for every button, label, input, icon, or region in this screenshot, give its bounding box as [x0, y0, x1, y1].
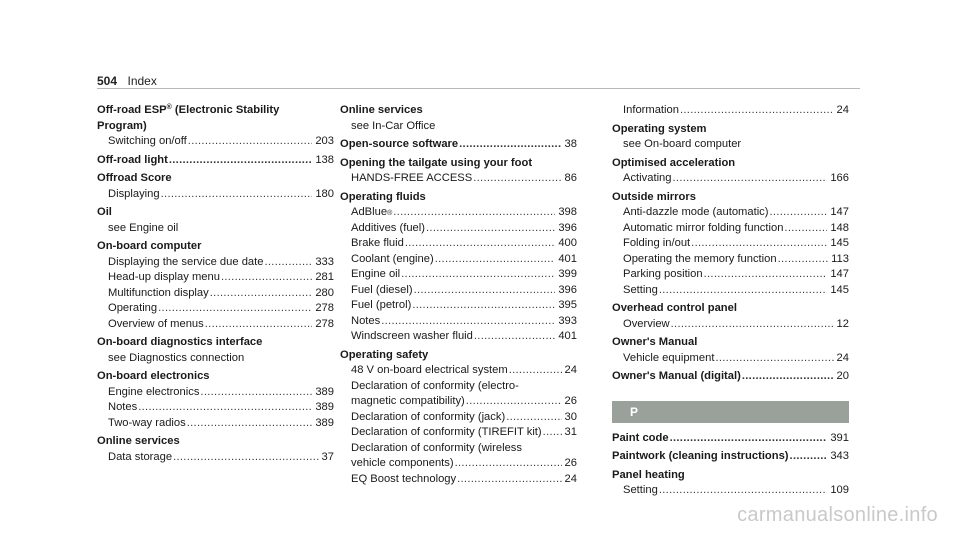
page-ref: 145 — [830, 237, 849, 249]
subentry — [340, 410, 577, 426]
dot-leader — [473, 171, 561, 187]
subentry — [97, 270, 334, 286]
subentry — [340, 236, 577, 252]
subentry — [97, 134, 334, 150]
subentry-text: Operating the memory function — [623, 252, 777, 265]
page-ref: 24 — [564, 472, 577, 485]
subentry-text: Automatic mirror folding function — [623, 221, 784, 234]
page-ref: 113 — [831, 252, 849, 265]
entry-heading-text: Offroad Score — [97, 172, 172, 184]
subentry-text: Coolant (engine) — [351, 252, 434, 265]
index-entry — [612, 449, 849, 465]
dot-leader — [221, 270, 312, 286]
subentry-text: Declaration of conformity (jack) — [351, 410, 506, 423]
dot-leader — [659, 283, 827, 299]
page-ref: 12 — [836, 317, 849, 330]
dot-leader — [506, 410, 561, 426]
subentry-text: see On-board computer — [623, 138, 742, 150]
subentry — [340, 379, 577, 395]
subentry — [612, 283, 849, 299]
subentry — [612, 483, 849, 499]
subentry — [340, 456, 577, 472]
subentry — [340, 441, 577, 457]
index-entry — [97, 369, 334, 431]
entry-heading — [612, 156, 849, 172]
registered-mark: ® — [166, 104, 172, 111]
dot-leader — [381, 314, 555, 330]
dot-leader — [426, 221, 555, 237]
entry-heading — [612, 431, 849, 447]
page-ref: 400 — [558, 237, 577, 249]
index-entry — [97, 153, 334, 169]
index-entry — [97, 171, 334, 202]
index-column-1 — [97, 103, 334, 468]
entry-heading — [340, 137, 577, 153]
subentry — [340, 283, 577, 299]
entry-heading — [612, 335, 849, 351]
subentry-text: Fuel (diesel) — [351, 283, 413, 296]
subentry — [340, 267, 577, 283]
page-ref: 24 — [836, 104, 849, 116]
index-entry — [612, 122, 849, 153]
dot-leader — [466, 394, 562, 410]
page-ref: 37 — [321, 450, 334, 463]
index-column-2 — [340, 103, 577, 490]
dot-leader — [401, 267, 555, 283]
page-number: 504 — [97, 74, 118, 88]
subentry-text: Notes — [108, 401, 138, 413]
dot-leader — [691, 236, 827, 252]
index-entry — [612, 431, 849, 447]
subentry — [612, 171, 849, 187]
entry-heading-text: Off-road light — [97, 153, 168, 166]
page-ref: 145 — [830, 283, 849, 296]
page-ref: 180 — [315, 187, 334, 200]
index-entry — [340, 348, 577, 488]
page-ref: 389 — [315, 401, 334, 413]
subentry-text: Switching on/off — [108, 135, 187, 147]
subentry-text: Fuel (petrol) — [351, 299, 412, 311]
page-ref: 278 — [315, 317, 334, 330]
entry-heading — [612, 468, 849, 484]
page-ref: 31 — [564, 426, 577, 438]
entry-heading-text: Optimised acceleration — [612, 156, 736, 169]
subentry-text: Engine oil — [351, 268, 401, 280]
entry-heading — [97, 153, 334, 169]
index-entry — [612, 156, 849, 187]
subentry-text: Brake fluid — [351, 237, 404, 249]
page-ref: 401 — [558, 252, 577, 265]
dot-leader — [161, 187, 313, 203]
letter-heading-p: P — [612, 401, 849, 423]
subentry — [340, 298, 577, 314]
page-ref: 148 — [830, 221, 849, 234]
dot-leader — [673, 171, 828, 187]
dot-leader — [509, 363, 562, 379]
subentry-text: Data storage — [108, 450, 173, 463]
entry-heading — [612, 122, 849, 138]
dot-leader — [543, 425, 562, 441]
subentry — [97, 385, 334, 401]
dot-leader — [670, 431, 828, 447]
dot-leader — [405, 236, 555, 252]
index-entry — [612, 335, 849, 366]
subentry — [340, 394, 577, 410]
page-ref: 38 — [564, 138, 577, 150]
entry-heading-text: Operating system — [612, 122, 707, 135]
subentry-text: Head-up display menu — [108, 271, 220, 283]
entry-heading-text: Outside mirrors — [612, 190, 696, 203]
subentry: AdBlue ® ..... 398 — [340, 205, 577, 221]
entry-heading — [97, 171, 334, 187]
index-entry — [97, 239, 334, 332]
subentry-text: Engine electronics — [108, 385, 200, 398]
entry-heading-text: Online services — [340, 104, 423, 116]
entry-heading-text: On-board electronics — [97, 370, 210, 382]
dot-leader — [169, 153, 312, 169]
subentry-text: see Diagnostics connection — [108, 351, 245, 364]
subentry-text: Declaration of conformity (wireless — [351, 441, 522, 454]
page-ref: 30 — [564, 410, 577, 423]
subentry-text: 48 V on-board electrical system — [351, 364, 508, 376]
index-entry — [340, 190, 577, 345]
dot-leader — [680, 103, 834, 119]
index-entry — [97, 335, 334, 366]
dot-leader — [205, 317, 313, 333]
dot-leader — [778, 252, 829, 268]
dot-leader — [459, 137, 561, 153]
subentry — [97, 400, 334, 416]
subentry-text: see Engine oil — [108, 221, 179, 234]
page-ref: 109 — [830, 484, 849, 496]
subentry-text: Activating — [623, 172, 672, 184]
entry-heading-text: Paint code — [612, 431, 669, 444]
index-entry — [97, 434, 334, 465]
subentry-text: HANDS-FREE ACCESS — [351, 172, 473, 184]
page-ref: 389 — [315, 416, 334, 429]
dot-leader — [457, 472, 561, 488]
subentry-text: Two-way radios — [108, 416, 186, 429]
subentry — [97, 351, 334, 367]
subentry — [340, 363, 577, 379]
subentry — [612, 267, 849, 283]
page-ref: 166 — [830, 172, 849, 184]
page-ref: 389 — [315, 385, 334, 398]
dot-leader — [474, 329, 555, 345]
dot-leader — [715, 351, 833, 367]
subentry — [612, 252, 849, 268]
dot-leader — [770, 205, 828, 221]
dot-leader — [671, 317, 834, 333]
subentry-text: AdBlue — [351, 206, 388, 218]
subentry-text: Information — [623, 104, 679, 116]
page-ref: 147 — [830, 268, 849, 280]
subentry — [97, 286, 334, 302]
page-ref: 399 — [558, 268, 577, 280]
index-column-3 — [612, 103, 849, 502]
subentry — [340, 472, 577, 488]
page-ref: 391 — [830, 431, 849, 444]
dot-leader — [138, 400, 312, 416]
entry-heading-text: Program) — [97, 119, 147, 132]
entry-heading — [612, 301, 849, 317]
entry-heading-text: On-board computer — [97, 240, 202, 252]
page-ref: 138 — [315, 153, 334, 166]
subentry — [340, 425, 577, 441]
subentry-text: Operating — [108, 302, 158, 314]
subentry-text: Declaration of conformity (electro- — [351, 379, 519, 392]
subentry — [612, 137, 849, 153]
subentry — [612, 317, 849, 333]
index-group-p — [612, 431, 849, 499]
index-entry — [340, 103, 577, 134]
entry-heading-text: Oil — [97, 206, 112, 218]
subentry — [340, 221, 577, 237]
page-ref: 343 — [830, 450, 849, 462]
dot-leader — [393, 205, 555, 221]
page-ref: 20 — [836, 370, 849, 382]
subentry-text: Overview — [623, 317, 670, 330]
subentry-text: Setting — [623, 484, 658, 496]
entry-heading-text: Off-road ESP — [97, 104, 167, 116]
dot-leader — [435, 252, 556, 268]
entry-heading — [340, 190, 577, 206]
header-rule — [97, 88, 860, 89]
subentry-text: Multifunction display — [108, 286, 209, 299]
entry-heading-text: (Electronic Stability — [171, 104, 280, 116]
subentry-text: Declaration of conformity (TIREFIT kit) — [351, 426, 542, 438]
page-ref: 396 — [558, 283, 577, 296]
entry-heading-text: Paintwork (cleaning instructions) — [612, 450, 789, 462]
subentry-text: Anti-dazzle mode (automatic) — [623, 206, 769, 218]
index-entry — [612, 468, 849, 499]
dot-leader — [188, 134, 313, 150]
entry-heading — [97, 119, 334, 135]
section-title: Index — [127, 74, 157, 88]
subentry — [340, 119, 577, 135]
page-ref: 24 — [564, 364, 577, 376]
entry-heading-text: Operating safety — [340, 348, 429, 361]
subentry — [97, 301, 334, 317]
subentry-text: Parking position — [623, 268, 703, 280]
dot-leader — [790, 449, 828, 465]
page-ref: 278 — [315, 302, 334, 314]
dot-leader — [200, 385, 312, 401]
page-ref: 281 — [315, 271, 334, 283]
subentry-text: Setting — [623, 283, 658, 296]
entry-heading — [97, 205, 334, 221]
index-group-o — [612, 103, 849, 385]
dot-leader — [742, 369, 834, 385]
dot-leader — [210, 286, 313, 302]
dot-leader — [784, 221, 827, 237]
entry-heading-text: Open-source software — [340, 138, 459, 150]
entry-heading — [97, 434, 334, 450]
subentry-text: Overview of menus — [108, 317, 204, 330]
subentry-text: Notes — [351, 314, 381, 327]
dot-leader — [659, 483, 827, 499]
subentry — [340, 171, 577, 187]
entry-heading-text: Opening the tailgate using your foot — [340, 156, 533, 169]
page-ref: 398 — [558, 206, 577, 218]
entry-heading — [97, 239, 334, 255]
dot-leader — [414, 283, 556, 299]
subentry — [97, 221, 334, 237]
index-entry — [612, 369, 849, 385]
subentry — [612, 221, 849, 237]
entry-heading — [340, 103, 577, 119]
page-ref: 24 — [836, 351, 849, 364]
subentry-text: Additives (fuel) — [351, 221, 425, 234]
page-ref: 26 — [564, 395, 577, 407]
subentry-text: magnetic compatibility) — [351, 395, 465, 407]
entry-heading-text: Owner's Manual — [612, 336, 698, 348]
page-ref: 401 — [558, 330, 577, 342]
page-ref: 393 — [558, 314, 577, 327]
dot-leader — [455, 456, 562, 472]
dot-leader — [173, 450, 318, 466]
subentry-text: Displaying — [108, 187, 160, 200]
entry-heading — [340, 348, 577, 364]
page-ref: 147 — [830, 206, 849, 218]
entry-heading — [97, 103, 334, 119]
entry-heading-text: Operating fluids — [340, 190, 426, 203]
page-ref: 280 — [315, 286, 334, 299]
dot-leader — [264, 255, 312, 271]
index-entry — [97, 103, 334, 150]
dot-leader — [187, 416, 313, 432]
index-entry — [612, 190, 849, 299]
dot-leader — [158, 301, 312, 317]
entry-heading — [612, 190, 849, 206]
subentry — [97, 255, 334, 271]
subentry-text: Displaying the service due date — [108, 255, 264, 268]
dot-leader — [704, 267, 828, 283]
entry-heading-text: Panel heating — [612, 468, 685, 481]
subentry — [340, 314, 577, 330]
subentry-text: EQ Boost technology — [351, 472, 457, 485]
entry-heading — [97, 369, 334, 385]
subentry-text: see In-Car Office — [351, 119, 436, 132]
index-entry — [340, 156, 577, 187]
index-entry — [612, 103, 849, 119]
subentry-text: Vehicle equipment — [623, 351, 715, 364]
subentry — [97, 450, 334, 466]
subentry — [612, 103, 849, 119]
subentry — [340, 252, 577, 268]
subentry — [97, 317, 334, 333]
subentry — [612, 205, 849, 221]
page-ref: 396 — [558, 221, 577, 234]
page-ref: 333 — [315, 255, 334, 268]
index-entry — [97, 205, 334, 236]
entry-heading — [97, 335, 334, 351]
dot-leader — [412, 298, 555, 314]
subentry-text: Windscreen washer fluid — [351, 330, 473, 342]
subentry — [612, 351, 849, 367]
entry-heading-text: Overhead control panel — [612, 302, 737, 314]
entry-heading-text: On-board diagnostics interface — [97, 336, 263, 348]
page-header — [97, 72, 860, 88]
subentry-text: Folding in/out — [623, 237, 691, 249]
subentry — [340, 329, 577, 345]
page-ref: 26 — [564, 457, 577, 469]
subentry — [97, 416, 334, 432]
entry-heading — [340, 156, 577, 172]
entry-heading — [612, 449, 849, 465]
page-ref: 203 — [315, 135, 334, 147]
subentry-text: vehicle components) — [351, 457, 454, 469]
page-ref: 395 — [558, 299, 577, 311]
entry-heading-text: Owner's Manual (digital) — [612, 370, 741, 382]
index-entry — [340, 137, 577, 153]
entry-heading — [612, 369, 849, 385]
watermark: carmanualsonline.info — [737, 504, 938, 526]
entry-heading-text: Online services — [97, 435, 180, 447]
page-ref: 86 — [564, 172, 577, 184]
subentry — [97, 187, 334, 203]
subentry — [612, 236, 849, 252]
index-entry — [612, 301, 849, 332]
